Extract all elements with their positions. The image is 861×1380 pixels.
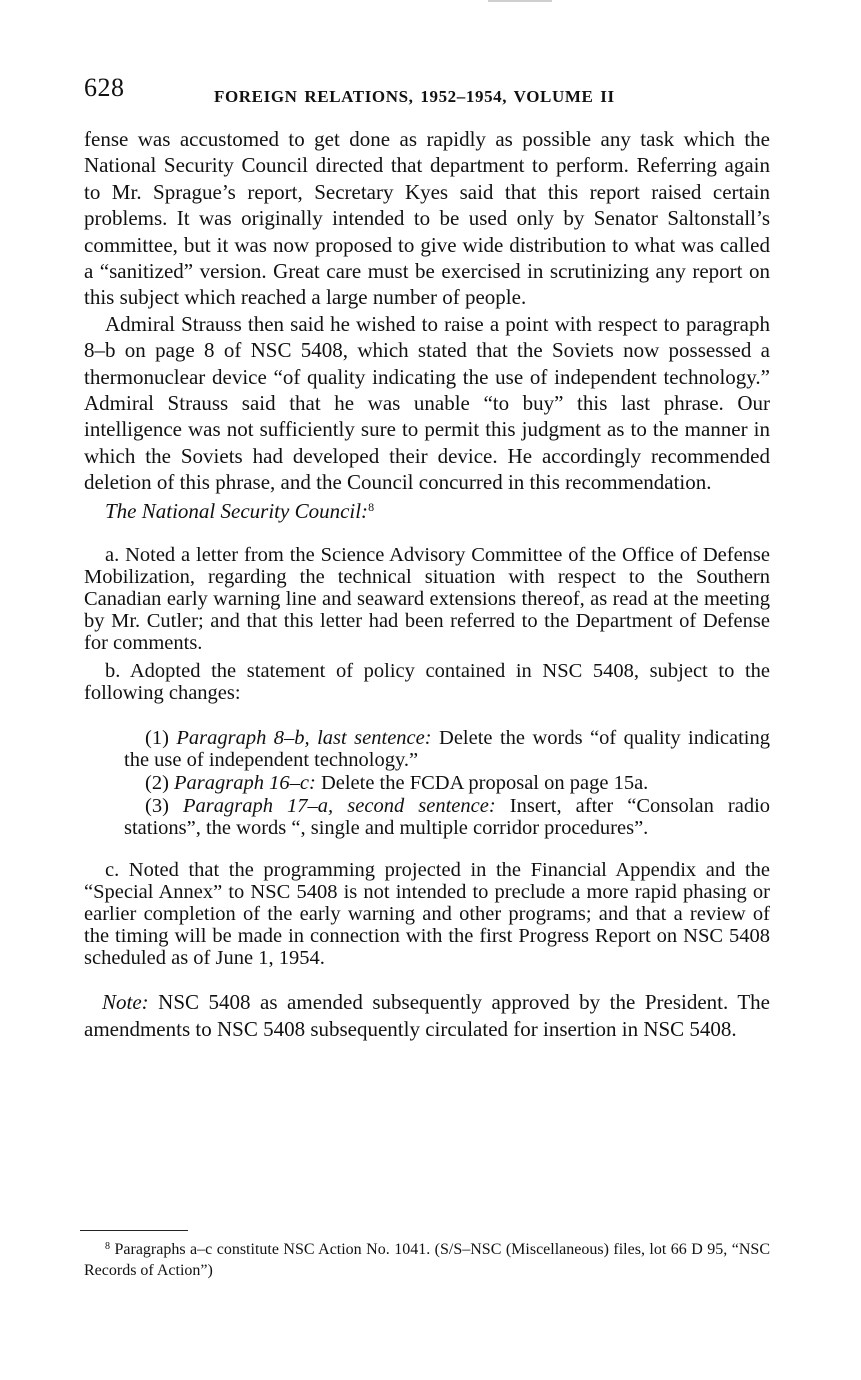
council-heading	[84, 498, 770, 524]
change-text: Delete the words “of quality indicating the use of independent technology.”	[124, 727, 771, 772]
change-item-1	[124, 727, 770, 771]
scan-edge-mark	[488, 0, 552, 2]
footnote-divider	[80, 1230, 188, 1231]
note-text: NSC 5408 as amended subsequently approved by the President. The amendments to NSC 5408 subsequently circulated for insertion in NSC 5408.	[84, 990, 771, 1041]
change-number: (2)	[145, 772, 169, 795]
council-heading-text: The National Security Council:	[105, 498, 369, 523]
action-item-c: c. Noted that the programming projected in the Financial Appendix and the “Special Annex” to NSC 5408 is not intended to preclude a more rapid phasing or earlier completion of the early warning and other programs; and that a review of the timing will be made in connection with the first Progress Report on NSC 5408 scheduled as of June 1, 1954.	[84, 859, 770, 970]
change-location: Paragraph 16–c:	[174, 772, 316, 795]
paragraph-strauss: Admiral Strauss then said he wished to raise a point with respect to paragraph 8–b on page 8 of NSC 5408, which stated that the Soviets now possessed a thermonuclear device “of quality indicating the use of independent technology.” Admiral Strauss said that he was unable “to buy” this last phrase. Our intelligence was not sufficiently sure to permit this judgment as to the manner in which the Soviets had developed their device. He accordingly recommended deletion of this phrase, and the Council concurred in this recommendation.	[84, 311, 770, 495]
change-item-3	[84, 795, 770, 839]
change-location: Paragraph 8–b, last sentence:	[176, 727, 432, 750]
footnote-text: Paragraphs a–c constitute NSC Action No. 1041. (S/S–NSC (Miscellaneous) files, lot 66 D 95, “NSC Records of Action”)	[84, 1241, 770, 1279]
change-number: (3)	[145, 795, 169, 818]
change-number: (1)	[145, 727, 169, 750]
footnote	[84, 1240, 770, 1281]
action-item-a: a. Noted a letter from the Science Advisory Committee of the Office of Defense Mobilization, regarding the technical situation with respect to the Southern Canadian early warning line and seaward extensions thereof, as read at the meeting by Mr. Cutler; and that this letter had been referred to the Department of Defense for comments.	[84, 544, 770, 655]
page-body	[84, 126, 770, 1042]
action-item-b: b. Adopted the statement of policy contained in NSC 5408, subject to the following changes:	[84, 660, 770, 705]
footnote-marker: 8	[105, 1241, 110, 1252]
page-number: 628	[84, 73, 125, 102]
paragraph-continuation: fense was accustomed to get done as rapidly as possible any task which the National Security Council directed that department to perform. Referring again to Mr. Sprague’s report, Secretary Kyes said that this report raised certain problems. It was originally intended to be used only by Senator Saltonstall’s committee, but it was now proposed to give wide distribution to what was called a “sanitized” version. Great care must be exercised in scrutinizing any report on this subject which reached a large number of people.	[84, 127, 770, 310]
change-location: Paragraph 17–a, second sentence:	[183, 795, 496, 818]
footnote-reference: 8	[368, 499, 375, 514]
change-text: Insert, after “Consolan radio stations”, the words “, single and multiple corridor procedures”.	[124, 795, 771, 840]
action-b-changes-list	[84, 727, 770, 839]
change-item-2	[124, 772, 770, 794]
running-head-title: FOREIGN RELATIONS, 1952–1954, VOLUME II	[214, 87, 615, 106]
change-text: Delete the FCDA proposal on page 15a.	[320, 772, 649, 795]
editorial-note	[84, 989, 770, 1042]
note-label: Note:	[102, 990, 149, 1015]
